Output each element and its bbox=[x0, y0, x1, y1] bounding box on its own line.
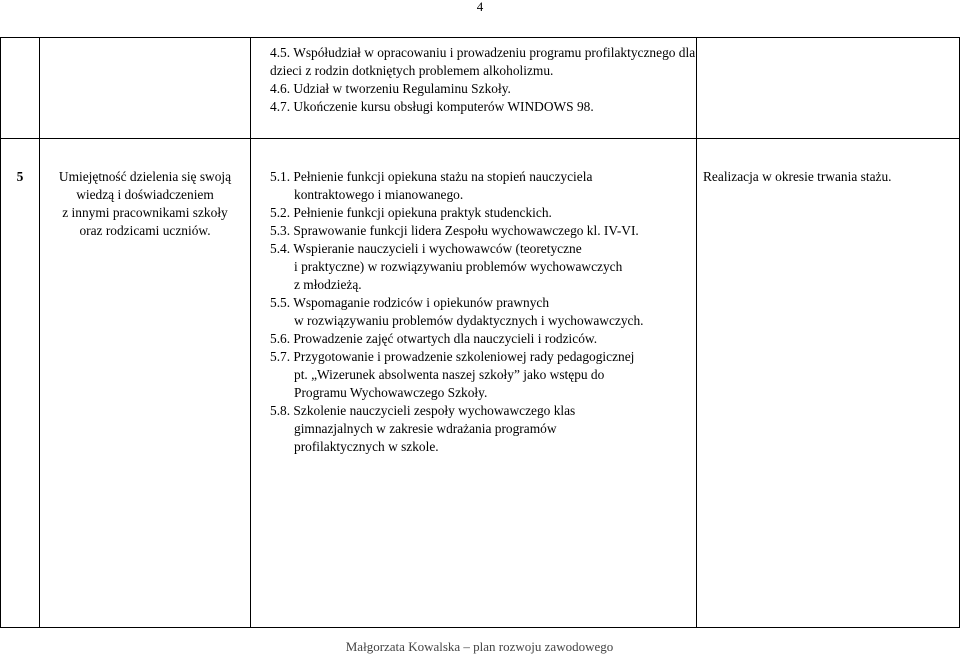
task-line: 5.1. Pełnienie funkcji opiekuna stażu na stopień nauczyciela bbox=[270, 169, 593, 184]
skill-line: Umiejętność dzielenia się swoją bbox=[58, 169, 232, 184]
task-5-6 bbox=[270, 330, 696, 348]
task-4-6 bbox=[270, 80, 696, 98]
task-5-8 bbox=[270, 402, 696, 456]
skill-line: oraz rodzicami uczniów. bbox=[79, 223, 211, 238]
skill-cell bbox=[40, 139, 251, 628]
development-plan-table bbox=[0, 37, 960, 628]
skill-line: wiedzą i doświadczeniem bbox=[76, 187, 214, 202]
task-line: kontraktowego i mianowanego. bbox=[294, 187, 464, 202]
page-footer: Małgorzata Kowalska – plan rozwoju zawodowego bbox=[345, 639, 614, 654]
task-line: 5.6. Prowadzenie zajęć otwartych dla nauczycieli i rodziców. bbox=[270, 331, 598, 346]
task-line: pt. „Wizerunek absolwenta naszej szkoły” jako wstępu do bbox=[294, 367, 605, 382]
task-line: Programu Wychowawczego Szkoły. bbox=[294, 385, 488, 400]
table-row-5 bbox=[1, 139, 960, 628]
task-line: i praktyczne) w rozwiązywaniu problemów wychowawczych bbox=[294, 259, 623, 274]
task-line: 5.8. Szkolenie nauczycieli zespoły wychowawczego klas bbox=[270, 403, 576, 418]
task-line: 5.3. Sprawowanie funkcji lidera Zespołu wychowawczego kl. IV-VI. bbox=[270, 223, 639, 238]
task-line: gimnazjalnych w zakresie wdrażania programów bbox=[294, 421, 557, 436]
task-5-4 bbox=[270, 240, 696, 294]
task-5-3 bbox=[270, 222, 696, 240]
task-5-1 bbox=[270, 168, 696, 204]
task-line: 5.5. Wspomaganie rodziców i opiekunów prawnych bbox=[270, 295, 550, 310]
task-line: w rozwiązywaniu problemów dydaktycznych i wychowawczych. bbox=[294, 313, 644, 328]
task-line: 4.5. Współudział w opracowaniu i prowadzeniu programu bbox=[270, 45, 582, 60]
task-5-2 bbox=[270, 204, 696, 222]
table-row-previous bbox=[1, 38, 960, 139]
task-5-7 bbox=[270, 348, 696, 402]
task-line: 4.7. Ukończenie kursu obsługi komputerów WINDOWS 98. bbox=[270, 99, 594, 114]
page-number: 4 bbox=[476, 0, 484, 14]
tasks-cell bbox=[251, 38, 697, 139]
task-line: 5.7. Przygotowanie i prowadzenie szkoleniowej rady pedagogicznej bbox=[270, 349, 635, 364]
row-number: 5 bbox=[1, 139, 40, 628]
task-line: profilaktycznego dla dzieci z rodzin dotkniętych problemem bbox=[270, 45, 696, 78]
tasks-cell bbox=[251, 139, 697, 628]
time-cell: Realizacja w okresie trwania stażu. bbox=[697, 139, 960, 628]
skill-cell-empty bbox=[40, 38, 251, 139]
task-line: 4.6. Udział w tworzeniu Regulaminu Szkoły. bbox=[270, 81, 511, 96]
task-line: 5.2. Pełnienie funkcji opiekuna praktyk studenckich. bbox=[270, 205, 552, 220]
task-line: alkoholizmu. bbox=[483, 63, 554, 78]
task-line: z młodzieżą. bbox=[294, 277, 362, 292]
task-line: profilaktycznych w szkole. bbox=[294, 439, 439, 454]
task-4-5 bbox=[270, 44, 696, 80]
number-cell-empty bbox=[1, 38, 40, 139]
time-cell-empty bbox=[697, 38, 960, 139]
task-4-7 bbox=[270, 98, 696, 116]
skill-line: z innymi pracownikami szkoły bbox=[62, 205, 228, 220]
task-5-5 bbox=[270, 294, 696, 330]
task-line: 5.4. Wspieranie nauczycieli i wychowawców (teoretyczne bbox=[270, 241, 582, 256]
